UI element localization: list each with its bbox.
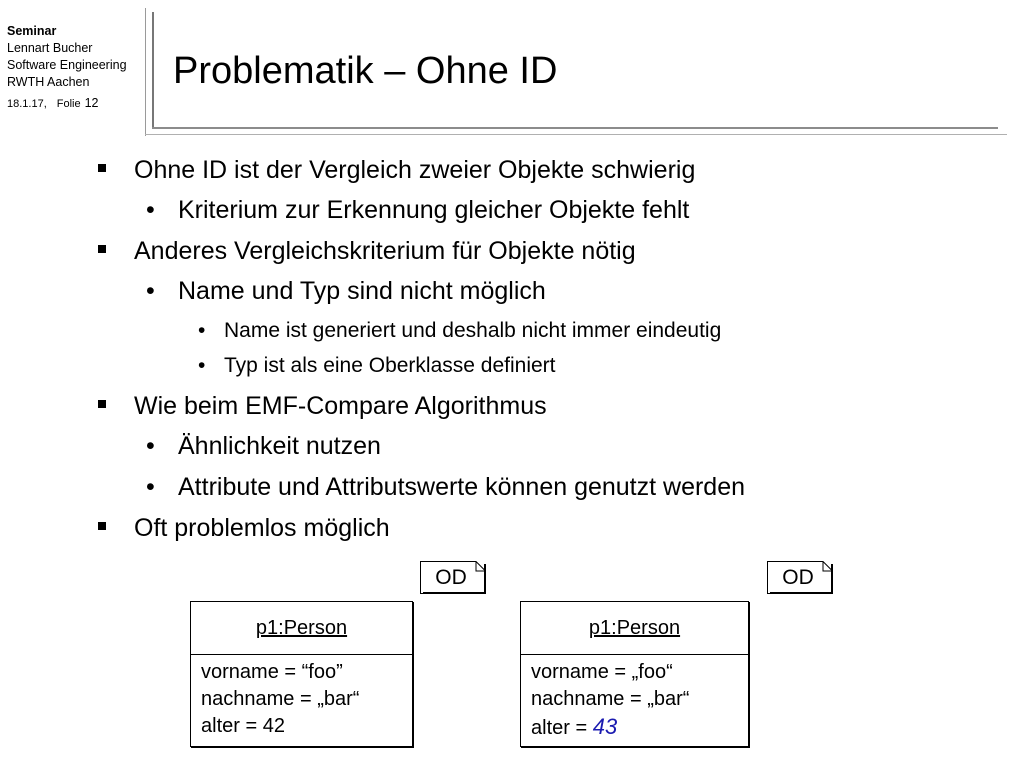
bullet-item bbox=[146, 276, 546, 306]
bullet-text: Anderes Vergleichskriterium für Objekte nötig bbox=[134, 237, 636, 265]
square-bullet-icon bbox=[98, 522, 106, 530]
od-tag-right bbox=[767, 561, 833, 594]
square-bullet-icon bbox=[98, 400, 106, 408]
bullet-item bbox=[98, 513, 390, 543]
object-header bbox=[191, 602, 412, 655]
header-divider-vertical-inner bbox=[152, 12, 154, 128]
university-name: RWTH Aachen bbox=[7, 75, 90, 89]
object-name: p1:Person bbox=[588, 617, 681, 639]
attribute-alter-prefix: alter = bbox=[531, 717, 593, 739]
dot-bullet-icon: • bbox=[198, 319, 206, 342]
attribute-vorname: vorname = “foo” bbox=[201, 661, 343, 683]
dot-bullet-icon: • bbox=[146, 196, 155, 224]
bullet-item bbox=[146, 195, 689, 225]
bullet-item bbox=[98, 155, 695, 185]
folie-number: 12 bbox=[84, 96, 99, 110]
slide-title: Problematik – Ohne ID bbox=[173, 50, 558, 92]
od-label: OD bbox=[435, 566, 467, 589]
author-name: Lennart Bucher bbox=[7, 41, 93, 55]
bullet-text: Typ ist als eine Oberklasse definiert bbox=[224, 354, 556, 377]
group-name: Software Engineering bbox=[7, 58, 127, 72]
bullet-item bbox=[198, 318, 721, 344]
object-attributes bbox=[521, 655, 748, 742]
bullet-item bbox=[98, 236, 636, 266]
bullet-item bbox=[98, 391, 547, 421]
date-line bbox=[7, 95, 127, 113]
od-tag-left bbox=[420, 561, 486, 594]
attribute-alter: alter = 42 bbox=[201, 715, 285, 737]
bullet-item bbox=[146, 472, 745, 502]
header-divider-horizontal-inner bbox=[152, 127, 998, 129]
dot-bullet-icon: • bbox=[146, 432, 155, 460]
bullet-text: Oft problemlos möglich bbox=[134, 514, 390, 542]
folie-label: Folie bbox=[56, 98, 81, 110]
seminar-label: Seminar bbox=[7, 24, 57, 38]
dot-bullet-icon: • bbox=[146, 473, 155, 501]
od-label: OD bbox=[782, 566, 814, 589]
bullet-text: Name und Typ sind nicht möglich bbox=[178, 277, 546, 305]
uml-object-left bbox=[190, 601, 413, 747]
object-header bbox=[521, 602, 748, 655]
bullet-item bbox=[198, 353, 556, 379]
header-divider-horizontal-outer bbox=[145, 134, 1007, 135]
bullet-text: Kriterium zur Erkennung gleicher Objekte fehlt bbox=[178, 196, 690, 224]
bullet-text: Ohne ID ist der Vergleich zweier Objekte schwierig bbox=[134, 156, 696, 184]
slide-date: 18.1.17, bbox=[7, 98, 47, 110]
slide-meta bbox=[7, 23, 127, 113]
object-attributes bbox=[191, 655, 412, 740]
square-bullet-icon bbox=[98, 164, 106, 172]
attribute-alter-value: 43 bbox=[592, 714, 618, 739]
attribute-nachname: nachname = „bar“ bbox=[201, 688, 360, 710]
header-divider-vertical-outer bbox=[145, 8, 146, 136]
object-name: p1:Person bbox=[255, 617, 348, 639]
bullet-text: Wie beim EMF-Compare Algorithmus bbox=[134, 392, 547, 420]
bullet-text: Name ist generiert und deshalb nicht immer eindeutig bbox=[224, 319, 722, 342]
uml-object-right bbox=[520, 601, 749, 747]
dot-bullet-icon: • bbox=[146, 277, 155, 305]
dot-bullet-icon: • bbox=[198, 354, 206, 377]
bullet-item bbox=[146, 431, 381, 461]
attribute-alter bbox=[531, 713, 748, 742]
square-bullet-icon bbox=[98, 245, 106, 253]
bullet-text: Ähnlichkeit nutzen bbox=[178, 432, 381, 460]
attribute-vorname: vorname = „foo“ bbox=[531, 661, 673, 683]
bullet-text: Attribute und Attributswerte können genutzt werden bbox=[178, 473, 746, 501]
attribute-nachname: nachname = „bar“ bbox=[531, 688, 690, 710]
